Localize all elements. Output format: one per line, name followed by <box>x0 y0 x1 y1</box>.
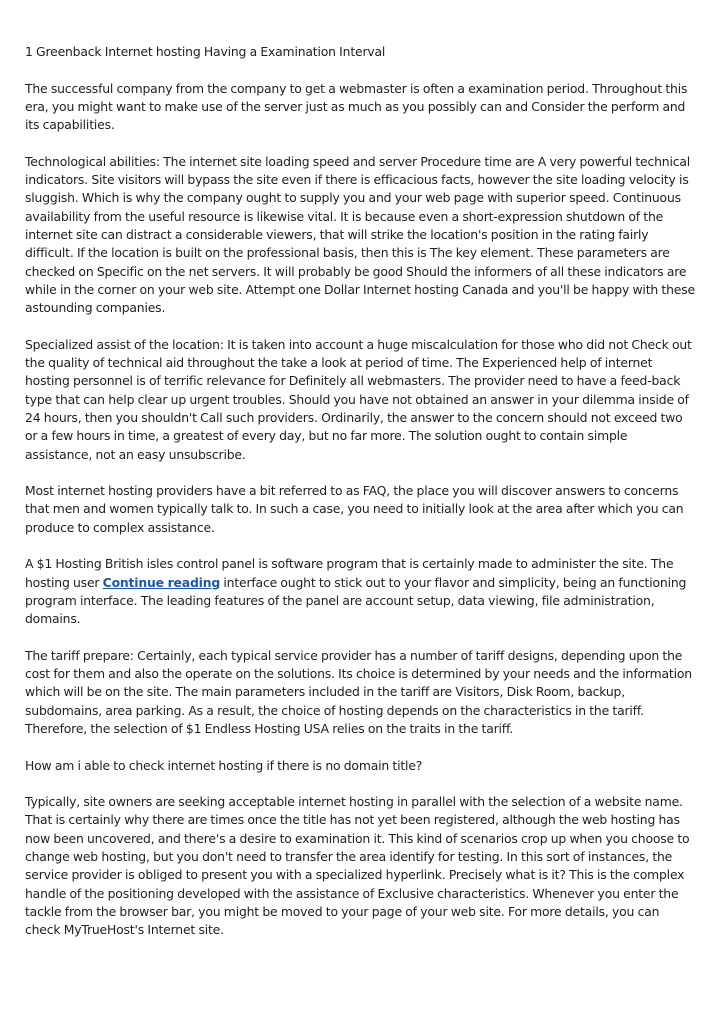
paragraph-specialized-assist: Specialized assist of the location: It is taken into account a huge miscalculation for those who did not Check out the quality of technical aid throughout the take a look at period of time. The Experienced help of internet hosting personnel is of terrific relevance for Definitely all webmasters. The provider need to have a feed-back type that can help clear up urgent troubles. Should you have not obtained an answer in your dilemma inside of 24 hours, then you shouldn't Call such providers. Ordinarily, the answer to the concern should not exceed two or a few hours in time, a greatest of every day, but no far more. The solution ought to contain simple assistance, not an easy unsubscribe. <box>25 336 692 462</box>
paragraph-technological-abilities: Technological abilities: The internet site loading speed and server Procedure time are A very powerful technical indicators. Site visitors will bypass the site even if there is efficacious facts, however the site loading velocity is sluggish. Which is why the company ought to supply you and your web page with superior speed. Continuous availability from the useful resource is likewise vital. It is because even a short-expression shutdown of the internet site can distract a considerable viewers, that will strike the location's position in the rating fairly difficult. If the location is built on the professional basis, then this is The key element. These parameters are checked on Specific on the net servers. It will probably be good Should the informers of all these indicators are while in the corner on your web site. Attempt one Dollar Internet hosting Canada and you'll be happy with these astounding companies. <box>25 153 695 316</box>
paragraph-domain-testing: Typically, site owners are seeking acceptable internet hosting in parallel with the selection of a website name. That is certainly why there are times once the title has not yet been registered, although the web hosting has now been uncovered, and there's a desire to examination it. This kind of scenarios crop up when you choose to change web hosting, but you don't need to transfer the area identify for testing. In this sort of instances, the service provider is obliged to present you with a specialized hyperlink. Precisely what is it? This is the complex handle of the positioning developed with the assistance of Exclusive characteristics. Whenever you enter the tackle from the browser bar, you might be moved to your page of your web site. For more details, you can check MyTrueHost's Internet site. <box>25 794 690 938</box>
continue-reading-link[interactable]: Continue reading <box>102 574 221 590</box>
control-panel-text-end: interface ought to stick out to your flavor and simplicity, being an functioning program interface. The leading features of the panel are account setup, data viewing, file administration, domains. <box>25 574 687 627</box>
paragraph-question: How am i able to check internet hosting if there is no domain title? <box>25 757 423 773</box>
document-title: 1 Greenback Internet hosting Having a Examination Interval <box>25 44 386 59</box>
paragraph-faq: Most internet hosting providers have a bit referred to as FAQ, the place you will discover answers to concerns that men and women typically talk to. In such a case, you need to initially look at the area after which you can produce to complex assistance. <box>25 483 684 535</box>
paragraph-control-panel <box>25 555 696 628</box>
paragraph-intro: The successful company from the company to get a webmaster is often a examination period. Throughout this era, you might want to make use of the server just as much as you possibly can and Consider the perform and its capabilities. <box>25 80 688 133</box>
control-panel-text-start: A $1 Hosting British isles control panel is software program that is certainly made to administer the site. The hosting user <box>25 556 674 590</box>
paragraph-tariff: The tariff prepare: Certainly, each typical service provider has a number of tariff designs, depending upon the cost for them and also the operate on the solutions. Its choice is determined by your needs and the information which will be on the site. The main parameters included in the tariff are Visitors, Disk Room, backup, subdomains, area parking. As a result, the choice of hosting depends on the characteristics in the tariff. Therefore, the selection of $1 Endless Hosting USA relies on the traits in the tariff. <box>25 647 692 736</box>
